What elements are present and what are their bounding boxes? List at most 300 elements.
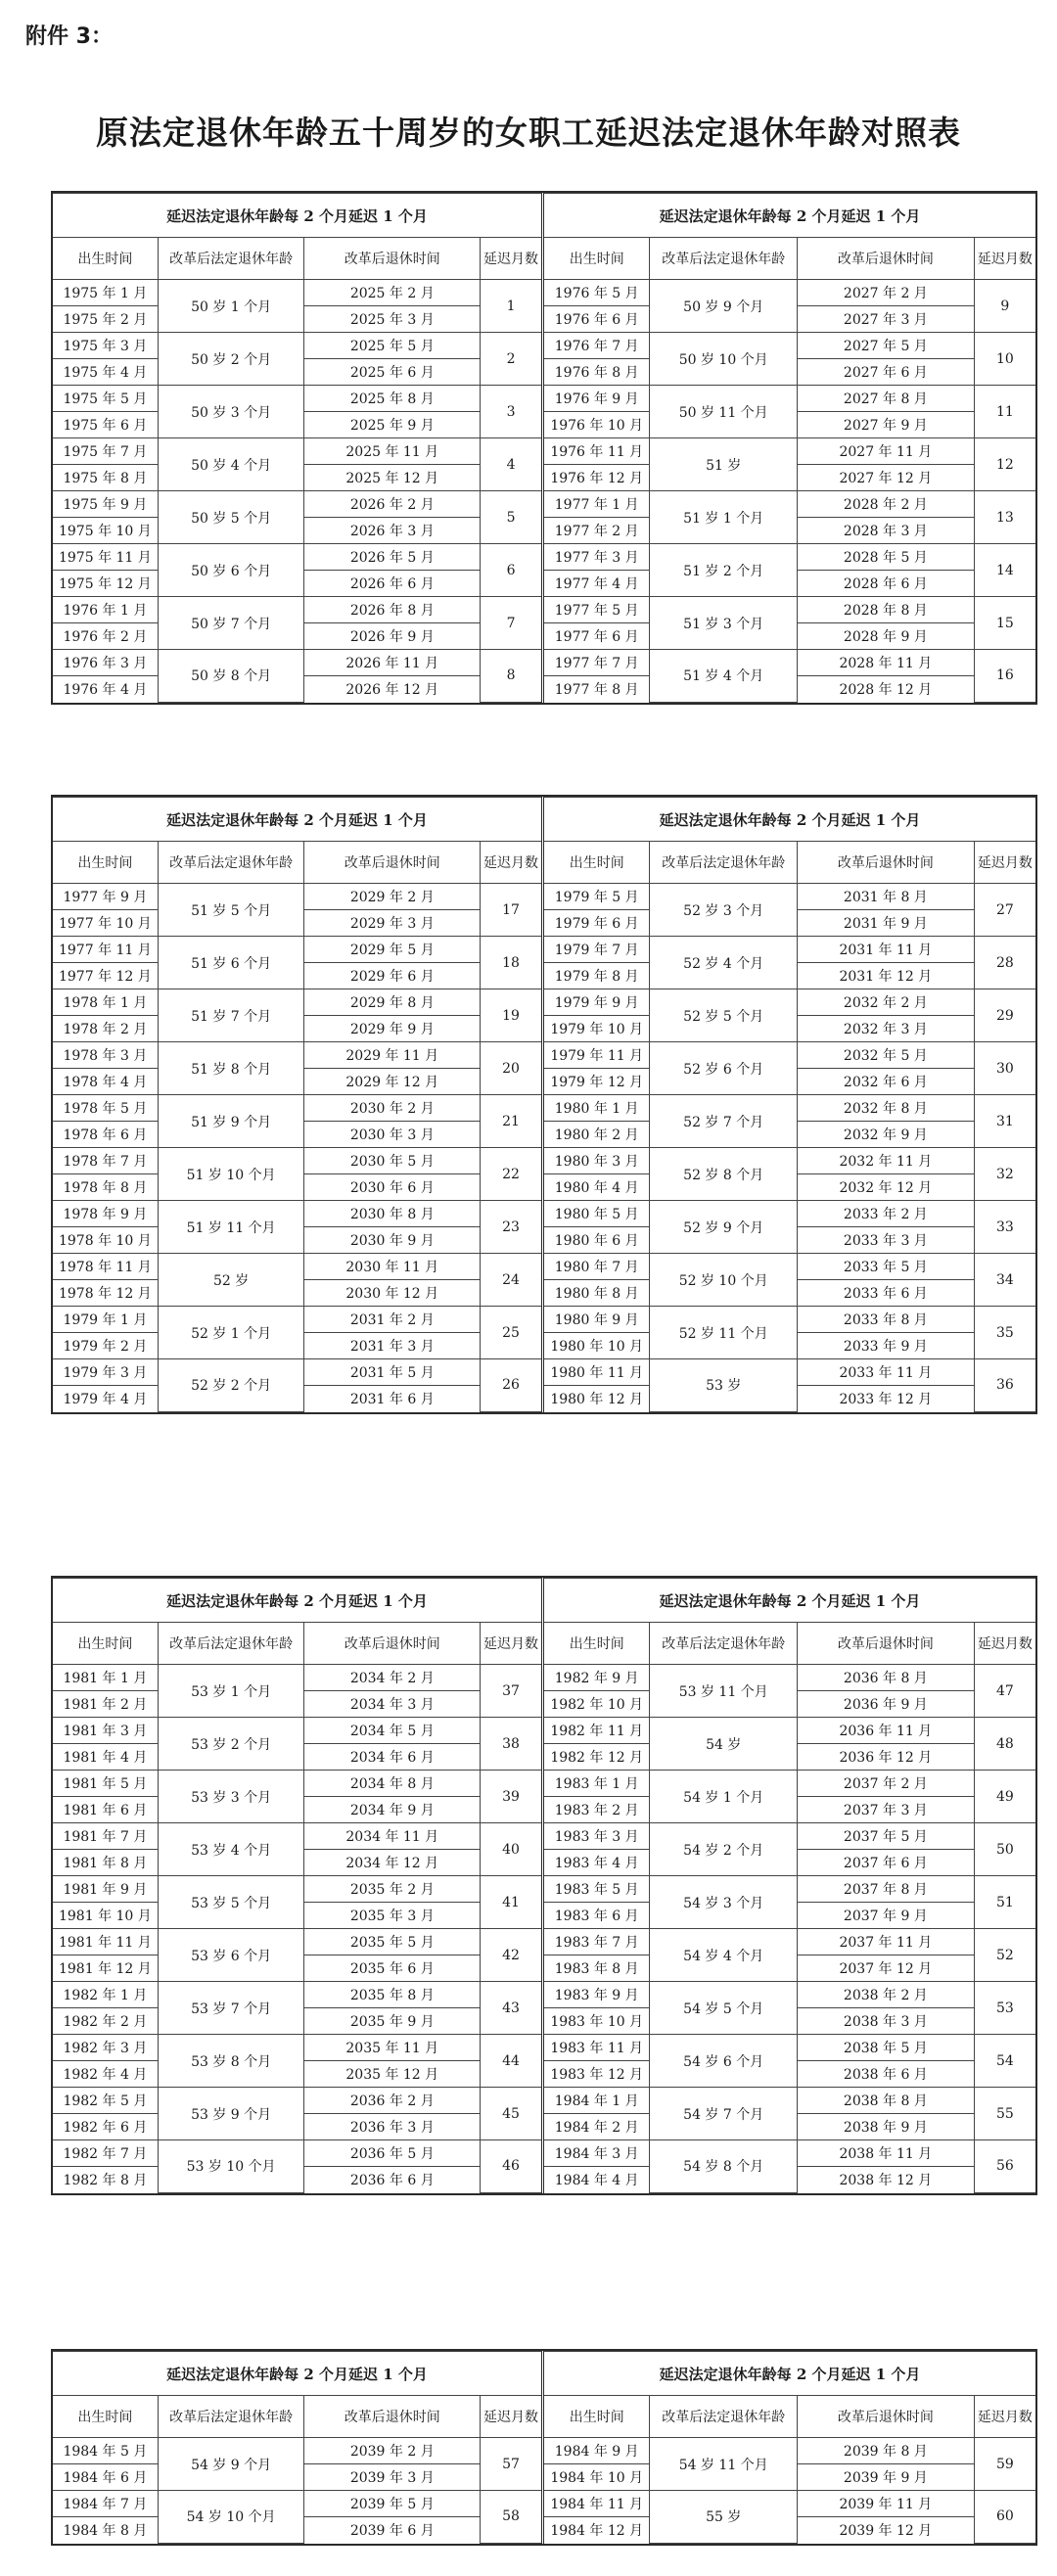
birth-date-cell: 1978 年 12 月	[53, 1280, 158, 1307]
birth-date-cell: 1980 年 1 月	[544, 1095, 650, 1122]
header-birth-date: 出生时间	[544, 2396, 650, 2438]
table-row	[544, 1307, 1035, 1333]
retirement-age-cell: 50 岁 7 个月	[158, 597, 304, 650]
retirement-time-cell: 2027 年 6 月	[798, 359, 975, 386]
retirement-age-cell: 51 岁 1 个月	[650, 491, 798, 544]
retirement-time-cell: 2027 年 11 月	[798, 438, 975, 465]
retirement-table	[53, 1578, 541, 2193]
retirement-time-cell: 2030 年 8 月	[304, 1201, 481, 1227]
header-retirement-time: 改革后退休时间	[798, 2396, 975, 2438]
table-half-left	[53, 2351, 544, 2544]
table-half-right	[544, 797, 1035, 1412]
delay-months-cell: 46	[481, 2140, 541, 2193]
birth-date-cell: 1981 年 1 月	[53, 1665, 158, 1691]
table-row	[544, 491, 1035, 518]
table-row	[53, 280, 541, 306]
retirement-time-cell: 2025 年 9 月	[304, 412, 481, 438]
delay-months-cell: 49	[974, 1771, 1035, 1823]
table-row	[53, 1982, 541, 2008]
birth-date-cell: 1983 年 2 月	[544, 1797, 650, 1823]
birth-date-cell: 1980 年 6 月	[544, 1227, 650, 1254]
birth-date-cell: 1982 年 8 月	[53, 2167, 158, 2193]
retirement-time-cell: 2028 年 11 月	[798, 650, 975, 676]
retirement-table	[544, 797, 1035, 1412]
retirement-age-cell: 54 岁 5 个月	[650, 1982, 798, 2035]
retirement-time-cell: 2034 年 3 月	[304, 1691, 481, 1718]
birth-date-cell: 1980 年 3 月	[544, 1148, 650, 1174]
retirement-age-cell: 53 岁 9 个月	[158, 2088, 304, 2140]
retirement-age-cell: 51 岁 9 个月	[158, 1095, 304, 1148]
header-delay-months: 延迟月数	[481, 2396, 541, 2438]
table-half-right	[544, 2351, 1035, 2544]
delay-months-cell: 19	[481, 989, 541, 1042]
retirement-time-cell: 2037 年 9 月	[798, 1903, 975, 1929]
retirement-age-cell: 50 岁 11 个月	[650, 386, 798, 438]
birth-date-cell: 1975 年 1 月	[53, 280, 158, 306]
retirement-time-cell: 2031 年 11 月	[798, 937, 975, 963]
birth-date-cell: 1984 年 4 月	[544, 2167, 650, 2193]
table-row	[544, 1982, 1035, 2008]
birth-date-cell: 1976 年 10 月	[544, 412, 650, 438]
retirement-age-cell: 54 岁 6 个月	[650, 2035, 798, 2088]
retirement-table	[53, 2351, 541, 2544]
retirement-time-cell: 2033 年 9 月	[798, 1333, 975, 1359]
retirement-time-cell: 2031 年 5 月	[304, 1359, 481, 1386]
retirement-time-cell: 2025 年 2 月	[304, 280, 481, 306]
retirement-time-cell: 2036 年 9 月	[798, 1691, 975, 1718]
table-caption: 延迟法定退休年龄每 2 个月延迟 1 个月	[544, 798, 1035, 842]
retirement-age-cell: 50 岁 1 个月	[158, 280, 304, 333]
birth-date-cell: 1975 年 10 月	[53, 518, 158, 544]
table-half-left	[53, 193, 544, 703]
retirement-time-cell: 2032 年 3 月	[798, 1016, 975, 1042]
retirement-time-cell: 2026 年 3 月	[304, 518, 481, 544]
retirement-time-cell: 2026 年 5 月	[304, 544, 481, 571]
delay-months-cell: 37	[481, 1665, 541, 1718]
table-row	[544, 1095, 1035, 1122]
table-caption: 延迟法定退休年龄每 2 个月延迟 1 个月	[53, 194, 541, 238]
birth-date-cell: 1976 年 2 月	[53, 623, 158, 650]
table-row	[53, 438, 541, 465]
table-block	[51, 795, 1037, 1414]
retirement-table	[544, 193, 1035, 703]
retirement-time-cell: 2038 年 6 月	[798, 2061, 975, 2088]
delay-months-cell: 32	[974, 1148, 1035, 1201]
retirement-time-cell: 2032 年 11 月	[798, 1148, 975, 1174]
table-row	[53, 491, 541, 518]
birth-date-cell: 1983 年 3 月	[544, 1823, 650, 1850]
birth-date-cell: 1979 年 3 月	[53, 1359, 158, 1386]
birth-date-cell: 1980 年 7 月	[544, 1254, 650, 1280]
delay-months-cell: 42	[481, 1929, 541, 1982]
delay-months-cell: 34	[974, 1254, 1035, 1307]
table-row	[53, 1201, 541, 1227]
retirement-age-cell: 52 岁 10 个月	[650, 1254, 798, 1307]
retirement-age-cell: 54 岁 2 个月	[650, 1823, 798, 1876]
retirement-age-cell: 50 岁 2 个月	[158, 333, 304, 386]
birth-date-cell: 1977 年 7 月	[544, 650, 650, 676]
table-row	[53, 1876, 541, 1903]
retirement-age-cell: 50 岁 3 个月	[158, 386, 304, 438]
retirement-time-cell: 2033 年 8 月	[798, 1307, 975, 1333]
birth-date-cell: 1979 年 9 月	[544, 989, 650, 1016]
birth-date-cell: 1979 年 8 月	[544, 963, 650, 989]
birth-date-cell: 1984 年 9 月	[544, 2438, 650, 2464]
table-row	[544, 2438, 1035, 2464]
delay-months-cell: 24	[481, 1254, 541, 1307]
retirement-time-cell: 2027 年 12 月	[798, 465, 975, 491]
table-row	[53, 2035, 541, 2061]
header-delay-months: 延迟月数	[481, 1623, 541, 1665]
birth-date-cell: 1976 年 5 月	[544, 280, 650, 306]
retirement-age-cell: 51 岁 8 个月	[158, 1042, 304, 1095]
retirement-age-cell: 53 岁 8 个月	[158, 2035, 304, 2088]
retirement-time-cell: 2025 年 3 月	[304, 306, 481, 333]
retirement-time-cell: 2039 年 3 月	[304, 2464, 481, 2491]
retirement-time-cell: 2028 年 3 月	[798, 518, 975, 544]
birth-date-cell: 1982 年 9 月	[544, 1665, 650, 1691]
delay-months-cell: 13	[974, 491, 1035, 544]
retirement-time-cell: 2028 年 2 月	[798, 491, 975, 518]
retirement-time-cell: 2036 年 3 月	[304, 2114, 481, 2140]
birth-date-cell: 1976 年 1 月	[53, 597, 158, 623]
header-retirement-age: 改革后法定退休年龄	[158, 238, 304, 280]
retirement-time-cell: 2035 年 3 月	[304, 1903, 481, 1929]
retirement-time-cell: 2038 年 2 月	[798, 1982, 975, 2008]
retirement-time-cell: 2038 年 8 月	[798, 2088, 975, 2114]
retirement-time-cell: 2029 年 9 月	[304, 1016, 481, 1042]
retirement-time-cell: 2039 年 2 月	[304, 2438, 481, 2464]
delay-months-cell: 56	[974, 2140, 1035, 2193]
retirement-age-cell: 50 岁 9 个月	[650, 280, 798, 333]
birth-date-cell: 1977 年 2 月	[544, 518, 650, 544]
header-retirement-age: 改革后法定退休年龄	[650, 842, 798, 884]
retirement-time-cell: 2026 年 11 月	[304, 650, 481, 676]
table-row	[544, 2140, 1035, 2167]
document-title: 原法定退休年龄五十周岁的女职工延迟法定退休年龄对照表	[96, 114, 961, 152]
birth-date-cell: 1976 年 9 月	[544, 386, 650, 412]
retirement-age-cell: 52 岁 2 个月	[158, 1359, 304, 1412]
birth-date-cell: 1975 年 2 月	[53, 306, 158, 333]
header-retirement-time: 改革后退休时间	[798, 238, 975, 280]
birth-date-cell: 1976 年 8 月	[544, 359, 650, 386]
birth-date-cell: 1981 年 12 月	[53, 1955, 158, 1982]
retirement-time-cell: 2027 年 9 月	[798, 412, 975, 438]
birth-date-cell: 1984 年 1 月	[544, 2088, 650, 2114]
retirement-time-cell: 2032 年 5 月	[798, 1042, 975, 1069]
table-row	[544, 1254, 1035, 1280]
retirement-time-cell: 2038 年 5 月	[798, 2035, 975, 2061]
retirement-age-cell: 54 岁	[650, 1718, 798, 1771]
delay-months-cell: 48	[974, 1718, 1035, 1771]
birth-date-cell: 1981 年 9 月	[53, 1876, 158, 1903]
delay-months-cell: 41	[481, 1876, 541, 1929]
retirement-age-cell: 53 岁 7 个月	[158, 1982, 304, 2035]
header-retirement-age: 改革后法定退休年龄	[650, 2396, 798, 2438]
retirement-time-cell: 2033 年 12 月	[798, 1386, 975, 1412]
table-row	[53, 650, 541, 676]
retirement-time-cell: 2034 年 11 月	[304, 1823, 481, 1850]
birth-date-cell: 1984 年 5 月	[53, 2438, 158, 2464]
retirement-time-cell: 2039 年 12 月	[798, 2517, 975, 2544]
delay-months-cell: 55	[974, 2088, 1035, 2140]
delay-months-cell: 23	[481, 1201, 541, 1254]
birth-date-cell: 1983 年 5 月	[544, 1876, 650, 1903]
birth-date-cell: 1978 年 1 月	[53, 989, 158, 1016]
retirement-time-cell: 2037 年 11 月	[798, 1929, 975, 1955]
delay-months-cell: 47	[974, 1665, 1035, 1718]
retirement-time-cell: 2025 年 5 月	[304, 333, 481, 359]
birth-date-cell: 1983 年 4 月	[544, 1850, 650, 1876]
birth-date-cell: 1981 年 11 月	[53, 1929, 158, 1955]
retirement-age-cell: 53 岁 1 个月	[158, 1665, 304, 1718]
retirement-age-cell: 53 岁	[650, 1359, 798, 1412]
retirement-time-cell: 2030 年 3 月	[304, 1122, 481, 1148]
delay-months-cell: 51	[974, 1876, 1035, 1929]
table-block	[51, 1576, 1037, 2195]
retirement-time-cell: 2033 年 11 月	[798, 1359, 975, 1386]
birth-date-cell: 1980 年 11 月	[544, 1359, 650, 1386]
birth-date-cell: 1977 年 11 月	[53, 937, 158, 963]
birth-date-cell: 1978 年 7 月	[53, 1148, 158, 1174]
table-caption: 延迟法定退休年龄每 2 个月延迟 1 个月	[544, 2352, 1035, 2396]
delay-months-cell: 27	[974, 884, 1035, 937]
birth-date-cell: 1981 年 2 月	[53, 1691, 158, 1718]
table-row	[53, 1718, 541, 1744]
table-row	[544, 2491, 1035, 2517]
birth-date-cell: 1979 年 2 月	[53, 1333, 158, 1359]
header-delay-months: 延迟月数	[974, 238, 1035, 280]
birth-date-cell: 1980 年 5 月	[544, 1201, 650, 1227]
birth-date-cell: 1982 年 2 月	[53, 2008, 158, 2035]
retirement-age-cell: 51 岁 10 个月	[158, 1148, 304, 1201]
table-row	[53, 1095, 541, 1122]
birth-date-cell: 1975 年 6 月	[53, 412, 158, 438]
table-caption: 延迟法定退休年龄每 2 个月延迟 1 个月	[53, 798, 541, 842]
birth-date-cell: 1975 年 11 月	[53, 544, 158, 571]
retirement-time-cell: 2028 年 5 月	[798, 544, 975, 571]
retirement-time-cell: 2025 年 12 月	[304, 465, 481, 491]
retirement-age-cell: 53 岁 4 个月	[158, 1823, 304, 1876]
retirement-age-cell: 51 岁 11 个月	[158, 1201, 304, 1254]
retirement-time-cell: 2029 年 3 月	[304, 910, 481, 937]
retirement-time-cell: 2037 年 8 月	[798, 1876, 975, 1903]
delay-months-cell: 52	[974, 1929, 1035, 1982]
birth-date-cell: 1978 年 9 月	[53, 1201, 158, 1227]
birth-date-cell: 1983 年 9 月	[544, 1982, 650, 2008]
birth-date-cell: 1975 年 7 月	[53, 438, 158, 465]
birth-date-cell: 1983 年 12 月	[544, 2061, 650, 2088]
retirement-age-cell: 54 岁 3 个月	[650, 1876, 798, 1929]
birth-date-cell: 1982 年 5 月	[53, 2088, 158, 2114]
table-row	[544, 2035, 1035, 2061]
retirement-time-cell: 2035 年 6 月	[304, 1955, 481, 1982]
birth-date-cell: 1978 年 4 月	[53, 1069, 158, 1095]
birth-date-cell: 1979 年 7 月	[544, 937, 650, 963]
retirement-time-cell: 2029 年 5 月	[304, 937, 481, 963]
retirement-time-cell: 2025 年 8 月	[304, 386, 481, 412]
birth-date-cell: 1977 年 6 月	[544, 623, 650, 650]
retirement-time-cell: 2034 年 9 月	[304, 1797, 481, 1823]
retirement-time-cell: 2034 年 8 月	[304, 1771, 481, 1797]
table-row	[544, 2088, 1035, 2114]
delay-months-cell: 39	[481, 1771, 541, 1823]
retirement-time-cell: 2032 年 12 月	[798, 1174, 975, 1201]
header-delay-months: 延迟月数	[974, 842, 1035, 884]
birth-date-cell: 1979 年 1 月	[53, 1307, 158, 1333]
delay-months-cell: 59	[974, 2438, 1035, 2491]
birth-date-cell: 1979 年 6 月	[544, 910, 650, 937]
birth-date-cell: 1983 年 8 月	[544, 1955, 650, 1982]
retirement-age-cell: 53 岁 2 个月	[158, 1718, 304, 1771]
table-row	[544, 544, 1035, 571]
retirement-age-cell: 55 岁	[650, 2491, 798, 2544]
header-birth-date: 出生时间	[53, 2396, 158, 2438]
retirement-time-cell: 2036 年 11 月	[798, 1718, 975, 1744]
table-half-left	[53, 1578, 544, 2193]
delay-months-cell: 31	[974, 1095, 1035, 1148]
table-row	[53, 544, 541, 571]
birth-date-cell: 1984 年 6 月	[53, 2464, 158, 2491]
retirement-time-cell: 2029 年 12 月	[304, 1069, 481, 1095]
birth-date-cell: 1976 年 6 月	[544, 306, 650, 333]
birth-date-cell: 1977 年 1 月	[544, 491, 650, 518]
birth-date-cell: 1979 年 10 月	[544, 1016, 650, 1042]
birth-date-cell: 1977 年 12 月	[53, 963, 158, 989]
birth-date-cell: 1980 年 8 月	[544, 1280, 650, 1307]
delay-months-cell: 53	[974, 1982, 1035, 2035]
delay-months-cell: 20	[481, 1042, 541, 1095]
delay-months-cell: 29	[974, 989, 1035, 1042]
retirement-time-cell: 2039 年 6 月	[304, 2517, 481, 2544]
retirement-time-cell: 2030 年 11 月	[304, 1254, 481, 1280]
retirement-age-cell: 51 岁 3 个月	[650, 597, 798, 650]
table-row	[53, 2140, 541, 2167]
birth-date-cell: 1984 年 10 月	[544, 2464, 650, 2491]
header-retirement-time: 改革后退休时间	[304, 842, 481, 884]
retirement-time-cell: 2035 年 2 月	[304, 1876, 481, 1903]
retirement-time-cell: 2033 年 2 月	[798, 1201, 975, 1227]
retirement-table	[53, 797, 541, 1412]
delay-months-cell: 2	[481, 333, 541, 386]
retirement-age-cell: 52 岁 8 个月	[650, 1148, 798, 1201]
retirement-time-cell: 2026 年 9 月	[304, 623, 481, 650]
header-retirement-age: 改革后法定退休年龄	[158, 2396, 304, 2438]
table-row	[544, 1665, 1035, 1691]
birth-date-cell: 1979 年 12 月	[544, 1069, 650, 1095]
birth-date-cell: 1982 年 6 月	[53, 2114, 158, 2140]
retirement-time-cell: 2029 年 11 月	[304, 1042, 481, 1069]
retirement-time-cell: 2038 年 3 月	[798, 2008, 975, 2035]
table-row	[53, 2438, 541, 2464]
retirement-time-cell: 2032 年 9 月	[798, 1122, 975, 1148]
birth-date-cell: 1984 年 2 月	[544, 2114, 650, 2140]
retirement-age-cell: 51 岁 4 个月	[650, 650, 798, 703]
table-row	[53, 2491, 541, 2517]
delay-months-cell: 22	[481, 1148, 541, 1201]
retirement-age-cell: 51 岁 5 个月	[158, 884, 304, 937]
retirement-time-cell: 2030 年 9 月	[304, 1227, 481, 1254]
table-row	[53, 386, 541, 412]
birth-date-cell: 1979 年 4 月	[53, 1386, 158, 1412]
retirement-time-cell: 2037 年 12 月	[798, 1955, 975, 1982]
header-retirement-age: 改革后法定退休年龄	[650, 1623, 798, 1665]
delay-months-cell: 18	[481, 937, 541, 989]
table-row	[53, 1665, 541, 1691]
retirement-time-cell: 2039 年 9 月	[798, 2464, 975, 2491]
birth-date-cell: 1978 年 8 月	[53, 1174, 158, 1201]
birth-date-cell: 1984 年 8 月	[53, 2517, 158, 2544]
retirement-time-cell: 2034 年 5 月	[304, 1718, 481, 1744]
retirement-table	[544, 2351, 1035, 2544]
delay-months-cell: 28	[974, 937, 1035, 989]
retirement-age-cell: 53 岁 10 个月	[158, 2140, 304, 2193]
birth-date-cell: 1975 年 8 月	[53, 465, 158, 491]
table-row	[53, 333, 541, 359]
delay-months-cell: 36	[974, 1359, 1035, 1412]
birth-date-cell: 1979 年 11 月	[544, 1042, 650, 1069]
header-birth-date: 出生时间	[53, 842, 158, 884]
birth-date-cell: 1981 年 5 月	[53, 1771, 158, 1797]
retirement-time-cell: 2033 年 3 月	[798, 1227, 975, 1254]
table-row	[53, 989, 541, 1016]
retirement-time-cell: 2029 年 6 月	[304, 963, 481, 989]
birth-date-cell: 1977 年 4 月	[544, 571, 650, 597]
retirement-time-cell: 2031 年 6 月	[304, 1386, 481, 1412]
birth-date-cell: 1977 年 5 月	[544, 597, 650, 623]
retirement-time-cell: 2028 年 6 月	[798, 571, 975, 597]
header-birth-date: 出生时间	[544, 1623, 650, 1665]
retirement-age-cell: 54 岁 10 个月	[158, 2491, 304, 2544]
retirement-age-cell: 50 岁 8 个月	[158, 650, 304, 703]
birth-date-cell: 1977 年 10 月	[53, 910, 158, 937]
retirement-time-cell: 2026 年 2 月	[304, 491, 481, 518]
retirement-time-cell: 2030 年 2 月	[304, 1095, 481, 1122]
delay-months-cell: 16	[974, 650, 1035, 703]
retirement-time-cell: 2032 年 6 月	[798, 1069, 975, 1095]
retirement-time-cell: 2027 年 3 月	[798, 306, 975, 333]
header-birth-date: 出生时间	[53, 1623, 158, 1665]
retirement-time-cell: 2025 年 11 月	[304, 438, 481, 465]
table-half-right	[544, 193, 1035, 703]
retirement-age-cell: 53 岁 3 个月	[158, 1771, 304, 1823]
retirement-time-cell: 2038 年 9 月	[798, 2114, 975, 2140]
delay-months-cell: 54	[974, 2035, 1035, 2088]
retirement-time-cell: 2028 年 12 月	[798, 676, 975, 703]
retirement-time-cell: 2035 年 12 月	[304, 2061, 481, 2088]
table-row	[544, 937, 1035, 963]
retirement-time-cell: 2030 年 12 月	[304, 1280, 481, 1307]
retirement-age-cell: 54 岁 9 个月	[158, 2438, 304, 2491]
table-caption: 延迟法定退休年龄每 2 个月延迟 1 个月	[53, 1579, 541, 1623]
retirement-age-cell: 52 岁 7 个月	[650, 1095, 798, 1148]
delay-months-cell: 7	[481, 597, 541, 650]
retirement-age-cell: 52 岁 6 个月	[650, 1042, 798, 1095]
header-retirement-age: 改革后法定退休年龄	[158, 842, 304, 884]
header-retirement-age: 改革后法定退休年龄	[158, 1623, 304, 1665]
delay-months-cell: 10	[974, 333, 1035, 386]
retirement-age-cell: 52 岁 11 个月	[650, 1307, 798, 1359]
header-birth-date: 出生时间	[544, 238, 650, 280]
retirement-time-cell: 2031 年 12 月	[798, 963, 975, 989]
birth-date-cell: 1983 年 10 月	[544, 2008, 650, 2035]
table-row	[544, 650, 1035, 676]
table-row	[544, 1718, 1035, 1744]
delay-months-cell: 40	[481, 1823, 541, 1876]
birth-date-cell: 1983 年 7 月	[544, 1929, 650, 1955]
retirement-age-cell: 51 岁	[650, 438, 798, 491]
delay-months-cell: 8	[481, 650, 541, 703]
